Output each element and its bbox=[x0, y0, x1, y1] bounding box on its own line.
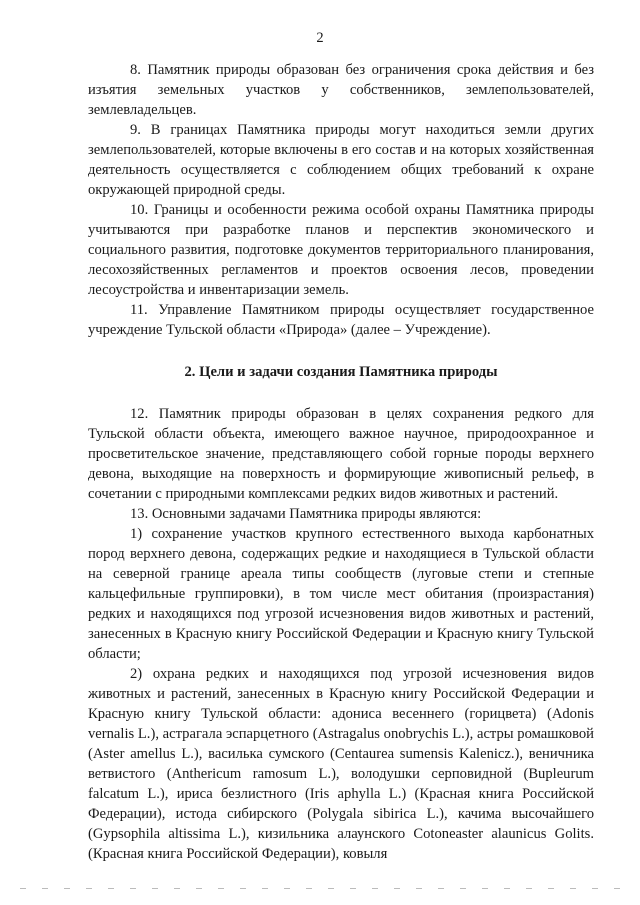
paragraph-12: 12. Памятник природы образован в целях сохранения редкого для Тульской области объекта, имеющего важное научное, природоохранное и просветительское значение, представляющего собой горные породы верхнего девона, выходящие на поверхность и формирующие живописный рельеф, в сочетании с природными комплексами редких видов животных и растений. bbox=[88, 406, 594, 502]
paragraph-8: 8. Памятник природы образован без ограничения срока действия и без изъятия земельных участков у собственников, землепользователей, землевладельцев. bbox=[88, 62, 594, 118]
task-item-2: 2) охрана редких и находящихся под угрозой исчезновения видов животных и растений, занесенных в Красную книгу Российской Федерации и Красную книгу Тульской области: адониса весеннего (горицвета) (Adonis vernalis L.), астрагала эспарцетного (Astragalus onobrychis L.), астры ромашковой (Aster amellus L.), василька сумского (Centaurea sumensis Kalenicz.), веничника ветвистого (Anthericum ramosum L.), володушки серповидной (Bupleurum falcatum L.), ириса безлистного (Iris aphylla L.) (Красная книга Российской Федерации), истода сибирского (Polygala sibirica L.), качима высочайшего (Gypsophila altissima L.), кизильника алаунского Cotoneaster alaunicus Golits. (Красная книга Российской Федерации), ковыля bbox=[88, 666, 594, 862]
section-heading: 2. Цели и задачи создания Памятника природы bbox=[184, 364, 498, 380]
paragraph-11: 11. Управление Памятником природы осуществляет государственное учреждение Тульской области «Природа» (далее – Учреждение). bbox=[88, 302, 594, 338]
paragraph-9: 9. В границах Памятника природы могут находиться земли других землепользователей, которые включены в его состав и на которых хозяйственная деятельность осуществляется с соблюдением общих требований к охране окружающей природной среды. bbox=[88, 122, 594, 198]
scan-artifact-line bbox=[20, 888, 620, 889]
page-number: 2 bbox=[316, 30, 324, 46]
paragraph-10: 10. Границы и особенности режима особой охраны Памятника природы учитываются при разработке планов и перспектив экономического и социального развития, подготовке документов территориального планирования, лесохозяйственных регламентов и проектов освоения лесов, проведении лесоустройства и инвентаризации земель. bbox=[88, 202, 594, 298]
paragraph-13: 13. Основными задачами Памятника природы являются: bbox=[130, 506, 482, 522]
document-body bbox=[88, 60, 594, 864]
task-item-1: 1) сохранение участков крупного естественного выхода карбонатных пород верхнего девона, содержащих редкие и находящиеся в Тульской области на северной границе ареала типы сообществ (луговые степи и степные кальцефильные группировки), в том числе мест обитания (произрастания) редких и находящихся под угрозой исчезновения видов животных и растений, занесенных в Красную книгу Российской Федерации и Красную книгу Тульской области; bbox=[88, 526, 594, 662]
